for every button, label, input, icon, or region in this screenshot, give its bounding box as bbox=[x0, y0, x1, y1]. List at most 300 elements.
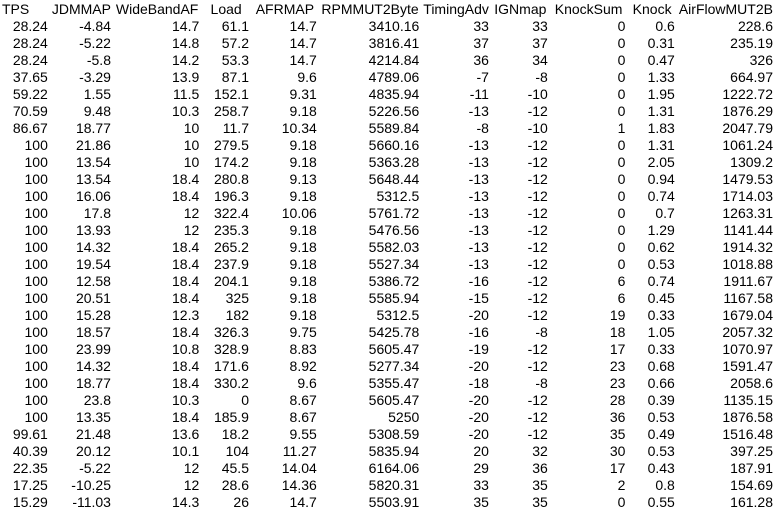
cell-load: 182 bbox=[225, 307, 249, 323]
column-header-widebandaf: WideBandAF bbox=[115, 1, 199, 17]
cell-jdmmap: -3.29 bbox=[79, 69, 111, 85]
cell-ignmap: 34 bbox=[532, 52, 548, 68]
cell-rpmmut2byte: 5226.56 bbox=[368, 103, 420, 119]
cell-afrmap: 9.18 bbox=[289, 256, 317, 272]
cell-timingadv: 20 bbox=[473, 443, 489, 459]
cell-timingadv: -20 bbox=[468, 409, 489, 425]
table-row bbox=[0, 324, 777, 341]
cell-airflowmut2b: 397.25 bbox=[730, 443, 773, 459]
cell-afrmap: 14.7 bbox=[289, 494, 317, 510]
table-row bbox=[0, 307, 777, 324]
cell-widebandaf: 14.7 bbox=[172, 18, 200, 34]
cell-load: 152.1 bbox=[213, 86, 249, 102]
cell-ignmap: -12 bbox=[527, 171, 548, 187]
table-row bbox=[0, 52, 777, 69]
cell-load: 204.1 bbox=[213, 273, 249, 289]
cell-tps: 100 bbox=[24, 188, 48, 204]
cell-rpmmut2byte: 5363.28 bbox=[368, 154, 420, 170]
cell-timingadv: -13 bbox=[468, 103, 489, 119]
column-header-tps: TPS bbox=[2, 1, 30, 17]
table-row bbox=[0, 477, 777, 494]
table-row bbox=[0, 375, 777, 392]
cell-knock: 0.33 bbox=[647, 307, 675, 323]
datalog-view bbox=[0, 1, 777, 511]
cell-ignmap: -12 bbox=[527, 273, 548, 289]
cell-timingadv: 36 bbox=[473, 52, 489, 68]
cell-jdmmap: -5.22 bbox=[79, 460, 111, 476]
cell-afrmap: 9.55 bbox=[289, 426, 317, 442]
cell-airflowmut2b: 1309.2 bbox=[730, 154, 773, 170]
cell-jdmmap: 21.86 bbox=[75, 137, 111, 153]
cell-jdmmap: 18.77 bbox=[75, 375, 111, 391]
cell-ignmap: -12 bbox=[527, 426, 548, 442]
cell-rpmmut2byte: 3410.16 bbox=[368, 18, 420, 34]
cell-tps: 15.29 bbox=[12, 494, 48, 510]
cell-knocksum: 0 bbox=[617, 18, 626, 34]
cell-widebandaf: 13.9 bbox=[172, 69, 200, 85]
cell-rpmmut2byte: 4214.84 bbox=[368, 52, 420, 68]
cell-afrmap: 9.18 bbox=[289, 154, 317, 170]
cell-rpmmut2byte: 5355.47 bbox=[368, 375, 420, 391]
cell-tps: 100 bbox=[24, 273, 48, 289]
cell-airflowmut2b: 1876.58 bbox=[722, 409, 773, 425]
cell-ignmap: 36 bbox=[532, 460, 548, 476]
cell-ignmap: -12 bbox=[527, 358, 548, 374]
table-row bbox=[0, 35, 777, 52]
cell-jdmmap: 12.58 bbox=[75, 273, 111, 289]
cell-afrmap: 10.34 bbox=[281, 120, 317, 136]
cell-timingadv: -18 bbox=[468, 375, 489, 391]
cell-knocksum: 0 bbox=[617, 154, 626, 170]
cell-afrmap: 8.67 bbox=[289, 392, 317, 408]
cell-afrmap: 9.18 bbox=[289, 137, 317, 153]
cell-afrmap: 9.18 bbox=[289, 103, 317, 119]
cell-load: 330.2 bbox=[213, 375, 249, 391]
cell-timingadv: -13 bbox=[468, 205, 489, 221]
cell-load: 61.1 bbox=[221, 18, 249, 34]
cell-airflowmut2b: 2047.79 bbox=[722, 120, 773, 136]
cell-load: 171.6 bbox=[213, 358, 249, 374]
cell-afrmap: 9.18 bbox=[289, 307, 317, 323]
cell-knocksum: 0 bbox=[617, 188, 626, 204]
cell-knock: 0.8 bbox=[655, 477, 675, 493]
cell-afrmap: 10.06 bbox=[281, 205, 317, 221]
cell-widebandaf: 12 bbox=[183, 222, 200, 238]
cell-ignmap: -8 bbox=[535, 375, 548, 391]
table-row bbox=[0, 69, 777, 86]
table-row bbox=[0, 426, 777, 443]
cell-tps: 28.24 bbox=[12, 35, 48, 51]
cell-jdmmap: 23.8 bbox=[83, 392, 111, 408]
cell-widebandaf: 18.4 bbox=[172, 188, 200, 204]
cell-load: 328.9 bbox=[213, 341, 249, 357]
cell-load: 258.7 bbox=[213, 103, 249, 119]
column-header-knock: Knock bbox=[632, 1, 672, 17]
cell-tps: 100 bbox=[24, 137, 48, 153]
cell-rpmmut2byte: 6164.06 bbox=[368, 460, 420, 476]
cell-widebandaf: 18.4 bbox=[172, 358, 200, 374]
cell-widebandaf: 11.5 bbox=[173, 86, 200, 102]
table-row bbox=[0, 256, 777, 273]
cell-afrmap: 14.7 bbox=[289, 35, 317, 51]
cell-widebandaf: 12 bbox=[183, 205, 200, 221]
cell-timingadv: 33 bbox=[473, 18, 489, 34]
cell-rpmmut2byte: 5503.91 bbox=[368, 494, 420, 510]
cell-knocksum: 0 bbox=[617, 69, 626, 85]
cell-jdmmap: 14.32 bbox=[75, 239, 111, 255]
cell-afrmap: 8.67 bbox=[289, 409, 317, 425]
cell-tps: 100 bbox=[24, 375, 48, 391]
cell-knock: 0.66 bbox=[647, 375, 675, 391]
cell-timingadv: -13 bbox=[468, 137, 489, 153]
cell-tps: 70.59 bbox=[12, 103, 48, 119]
cell-afrmap: 9.31 bbox=[289, 86, 317, 102]
table-row bbox=[0, 205, 777, 222]
cell-knocksum: 0 bbox=[617, 494, 626, 510]
cell-knocksum: 2 bbox=[617, 477, 626, 493]
table-row bbox=[0, 120, 777, 137]
cell-knock: 0.74 bbox=[647, 188, 675, 204]
cell-tps: 22.35 bbox=[12, 460, 48, 476]
cell-airflowmut2b: 2057.32 bbox=[722, 324, 773, 340]
cell-knocksum: 0 bbox=[617, 137, 626, 153]
cell-jdmmap: -10.25 bbox=[71, 477, 111, 493]
cell-tps: 100 bbox=[24, 256, 48, 272]
cell-timingadv: -13 bbox=[468, 188, 489, 204]
cell-jdmmap: 1.55 bbox=[83, 86, 111, 102]
cell-jdmmap: 13.54 bbox=[75, 154, 111, 170]
cell-knocksum: 6 bbox=[617, 273, 626, 289]
cell-widebandaf: 14.8 bbox=[172, 35, 200, 51]
cell-rpmmut2byte: 5277.34 bbox=[368, 358, 420, 374]
cell-ignmap: 32 bbox=[532, 443, 548, 459]
cell-knock: 0.47 bbox=[647, 52, 675, 68]
cell-ignmap: 33 bbox=[532, 18, 548, 34]
cell-load: 235.3 bbox=[213, 222, 249, 238]
cell-tps: 17.25 bbox=[12, 477, 48, 493]
cell-rpmmut2byte: 5527.34 bbox=[368, 256, 420, 272]
cell-jdmmap: 17.8 bbox=[83, 205, 111, 221]
cell-knock: 1.29 bbox=[647, 222, 675, 238]
cell-tps: 100 bbox=[24, 324, 48, 340]
cell-timingadv: -7 bbox=[476, 69, 489, 85]
cell-afrmap: 8.83 bbox=[289, 341, 317, 357]
cell-knock: 0.53 bbox=[647, 256, 675, 272]
cell-ignmap: -10 bbox=[527, 120, 548, 136]
cell-jdmmap: 21.48 bbox=[75, 426, 111, 442]
cell-load: 11.7 bbox=[222, 120, 249, 136]
cell-afrmap: 9.18 bbox=[289, 222, 317, 238]
cell-widebandaf: 10.3 bbox=[172, 392, 200, 408]
table-row bbox=[0, 137, 777, 154]
cell-rpmmut2byte: 5312.5 bbox=[376, 307, 420, 323]
cell-ignmap: -12 bbox=[527, 239, 548, 255]
cell-airflowmut2b: 235.19 bbox=[730, 35, 773, 51]
cell-rpmmut2byte: 5585.94 bbox=[368, 290, 420, 306]
cell-knocksum: 23 bbox=[609, 375, 626, 391]
cell-airflowmut2b: 326 bbox=[749, 52, 773, 68]
cell-knock: 0.43 bbox=[647, 460, 675, 476]
cell-knock: 0.6 bbox=[655, 18, 675, 34]
cell-tps: 100 bbox=[24, 409, 48, 425]
cell-tps: 100 bbox=[24, 341, 48, 357]
cell-jdmmap: -4.84 bbox=[79, 18, 111, 34]
cell-knocksum: 0 bbox=[617, 171, 626, 187]
cell-ignmap: -8 bbox=[535, 324, 548, 340]
cell-ignmap: -12 bbox=[527, 392, 548, 408]
cell-knock: 1.83 bbox=[647, 120, 675, 136]
cell-widebandaf: 10 bbox=[183, 154, 200, 170]
cell-timingadv: -20 bbox=[468, 358, 489, 374]
cell-afrmap: 9.6 bbox=[297, 375, 317, 391]
cell-load: 87.1 bbox=[221, 69, 249, 85]
table-row bbox=[0, 154, 777, 171]
cell-knocksum: 0 bbox=[617, 222, 626, 238]
cell-ignmap: -12 bbox=[527, 154, 548, 170]
cell-widebandaf: 12 bbox=[183, 477, 200, 493]
cell-load: 53.3 bbox=[221, 52, 249, 68]
table-row bbox=[0, 18, 777, 35]
cell-airflowmut2b: 228.6 bbox=[737, 18, 773, 34]
cell-rpmmut2byte: 5312.5 bbox=[376, 188, 420, 204]
cell-jdmmap: 14.32 bbox=[75, 358, 111, 374]
cell-airflowmut2b: 1263.31 bbox=[722, 205, 773, 221]
cell-rpmmut2byte: 5648.44 bbox=[368, 171, 420, 187]
cell-airflowmut2b: 2058.6 bbox=[730, 375, 773, 391]
cell-knock: 0.53 bbox=[647, 409, 675, 425]
cell-timingadv: -20 bbox=[468, 392, 489, 408]
cell-tps: 100 bbox=[24, 205, 48, 221]
cell-ignmap: -12 bbox=[527, 341, 548, 357]
cell-timingadv: -13 bbox=[468, 222, 489, 238]
cell-knock: 1.33 bbox=[647, 69, 675, 85]
cell-afrmap: 9.13 bbox=[289, 171, 317, 187]
column-header-jdmmap: JDMMAP bbox=[51, 1, 111, 17]
cell-widebandaf: 10.1 bbox=[172, 443, 200, 459]
cell-knocksum: 0 bbox=[617, 86, 626, 102]
cell-afrmap: 9.18 bbox=[289, 239, 317, 255]
cell-ignmap: 37 bbox=[532, 35, 548, 51]
cell-jdmmap: -5.8 bbox=[86, 52, 111, 68]
datalog-table bbox=[0, 1, 777, 511]
cell-load: 185.9 bbox=[213, 409, 249, 425]
cell-load: 28.6 bbox=[221, 477, 249, 493]
cell-knock: 0.68 bbox=[647, 358, 675, 374]
cell-knock: 0.39 bbox=[647, 392, 675, 408]
cell-widebandaf: 14.2 bbox=[172, 52, 200, 68]
cell-knock: 0.33 bbox=[647, 341, 675, 357]
cell-afrmap: 14.7 bbox=[289, 18, 317, 34]
cell-knocksum: 17 bbox=[609, 460, 626, 476]
cell-knocksum: 0 bbox=[617, 103, 626, 119]
cell-timingadv: -20 bbox=[468, 307, 489, 323]
cell-widebandaf: 14.3 bbox=[172, 494, 200, 510]
cell-knock: 0.94 bbox=[647, 171, 675, 187]
cell-timingadv: 35 bbox=[473, 494, 489, 510]
cell-timingadv: 33 bbox=[473, 477, 489, 493]
cell-rpmmut2byte: 5582.03 bbox=[368, 239, 420, 255]
cell-afrmap: 14.7 bbox=[289, 52, 317, 68]
cell-knocksum: 0 bbox=[617, 239, 626, 255]
cell-rpmmut2byte: 5761.72 bbox=[368, 205, 420, 221]
cell-rpmmut2byte: 5820.31 bbox=[368, 477, 420, 493]
cell-ignmap: -12 bbox=[527, 137, 548, 153]
cell-rpmmut2byte: 5589.84 bbox=[368, 120, 420, 136]
cell-knock: 1.05 bbox=[647, 324, 675, 340]
cell-knocksum: 0 bbox=[617, 256, 626, 272]
cell-knock: 0.49 bbox=[647, 426, 675, 442]
cell-knock: 0.31 bbox=[647, 35, 675, 51]
table-row bbox=[0, 188, 777, 205]
cell-jdmmap: 16.06 bbox=[75, 188, 111, 204]
cell-tps: 28.24 bbox=[12, 52, 48, 68]
cell-ignmap: -12 bbox=[527, 256, 548, 272]
cell-ignmap: -8 bbox=[535, 69, 548, 85]
cell-rpmmut2byte: 5386.72 bbox=[368, 273, 420, 289]
cell-knocksum: 30 bbox=[609, 443, 626, 459]
cell-knock: 2.05 bbox=[647, 154, 675, 170]
cell-ignmap: -12 bbox=[527, 222, 548, 238]
column-header-rpmmut2byte: RPMMUT2Byte bbox=[321, 1, 419, 17]
cell-timingadv: -11 bbox=[469, 86, 489, 102]
cell-airflowmut2b: 1516.48 bbox=[722, 426, 773, 442]
table-row bbox=[0, 239, 777, 256]
cell-widebandaf: 10.3 bbox=[172, 103, 200, 119]
cell-knocksum: 17 bbox=[609, 341, 626, 357]
cell-afrmap: 8.92 bbox=[289, 358, 317, 374]
cell-knock: 1.31 bbox=[647, 137, 675, 153]
cell-rpmmut2byte: 5476.56 bbox=[368, 222, 420, 238]
cell-knock: 1.31 bbox=[647, 103, 675, 119]
cell-ignmap: -12 bbox=[527, 290, 548, 306]
column-header-load: Load bbox=[210, 1, 242, 17]
cell-ignmap: 35 bbox=[532, 494, 548, 510]
cell-airflowmut2b: 1167.58 bbox=[723, 290, 773, 306]
cell-load: 26 bbox=[233, 494, 249, 510]
cell-knock: 0.55 bbox=[647, 494, 675, 510]
cell-widebandaf: 12 bbox=[183, 460, 200, 476]
cell-timingadv: -19 bbox=[468, 341, 489, 357]
cell-knocksum: 1 bbox=[617, 120, 626, 136]
cell-tps: 100 bbox=[24, 307, 48, 323]
cell-load: 196.3 bbox=[213, 188, 249, 204]
cell-rpmmut2byte: 5835.94 bbox=[368, 443, 420, 459]
cell-knocksum: 0 bbox=[617, 52, 626, 68]
cell-knock: 1.95 bbox=[647, 86, 675, 102]
cell-airflowmut2b: 1876.29 bbox=[722, 103, 773, 119]
cell-rpmmut2byte: 5308.59 bbox=[368, 426, 420, 442]
cell-widebandaf: 10 bbox=[183, 137, 200, 153]
cell-load: 280.8 bbox=[213, 171, 249, 187]
cell-widebandaf: 18.4 bbox=[172, 290, 200, 306]
cell-tps: 100 bbox=[24, 222, 48, 238]
cell-knocksum: 36 bbox=[609, 409, 626, 425]
cell-ignmap: -12 bbox=[527, 307, 548, 323]
cell-airflowmut2b: 161.28 bbox=[730, 494, 773, 510]
cell-load: 104 bbox=[225, 443, 249, 459]
cell-jdmmap: 13.54 bbox=[75, 171, 111, 187]
cell-jdmmap: 13.93 bbox=[75, 222, 111, 238]
cell-jdmmap: -11.03 bbox=[72, 494, 111, 510]
table-row bbox=[0, 273, 777, 290]
cell-tps: 100 bbox=[24, 290, 48, 306]
cell-airflowmut2b: 1914.32 bbox=[722, 239, 773, 255]
cell-rpmmut2byte: 5605.47 bbox=[368, 341, 420, 357]
cell-jdmmap: 15.28 bbox=[75, 307, 111, 323]
cell-tps: 100 bbox=[24, 154, 48, 170]
cell-afrmap: 9.18 bbox=[289, 273, 317, 289]
cell-load: 237.9 bbox=[213, 256, 249, 272]
cell-load: 0 bbox=[241, 392, 249, 408]
cell-load: 326.3 bbox=[213, 324, 249, 340]
table-row bbox=[0, 460, 777, 477]
cell-afrmap: 14.04 bbox=[281, 460, 317, 476]
cell-airflowmut2b: 664.97 bbox=[730, 69, 773, 85]
cell-tps: 100 bbox=[24, 239, 48, 255]
cell-airflowmut2b: 187.91 bbox=[730, 460, 773, 476]
cell-widebandaf: 18.4 bbox=[172, 324, 200, 340]
cell-widebandaf: 18.4 bbox=[172, 256, 200, 272]
cell-tps: 99.61 bbox=[12, 426, 48, 442]
cell-airflowmut2b: 1070.97 bbox=[722, 341, 773, 357]
cell-tps: 40.39 bbox=[12, 443, 48, 459]
cell-airflowmut2b: 1141.44 bbox=[723, 222, 773, 238]
cell-timingadv: -13 bbox=[468, 171, 489, 187]
cell-afrmap: 11.27 bbox=[282, 443, 317, 459]
cell-rpmmut2byte: 3816.41 bbox=[368, 35, 420, 51]
cell-airflowmut2b: 1591.47 bbox=[722, 358, 773, 374]
cell-knocksum: 0 bbox=[617, 205, 626, 221]
cell-knock: 0.53 bbox=[647, 443, 675, 459]
cell-widebandaf: 13.6 bbox=[172, 426, 200, 442]
column-header-knocksum: KnockSum bbox=[554, 1, 623, 17]
table-row bbox=[0, 103, 777, 120]
cell-tps: 28.24 bbox=[12, 18, 48, 34]
cell-ignmap: -12 bbox=[527, 188, 548, 204]
table-row bbox=[0, 409, 777, 426]
cell-jdmmap: 19.54 bbox=[75, 256, 111, 272]
cell-jdmmap: 23.99 bbox=[75, 341, 111, 357]
cell-tps: 86.67 bbox=[12, 120, 48, 136]
cell-jdmmap: -5.22 bbox=[79, 35, 111, 51]
table-row bbox=[0, 222, 777, 239]
cell-timingadv: -13 bbox=[468, 154, 489, 170]
cell-jdmmap: 18.57 bbox=[75, 324, 111, 340]
cell-knocksum: 28 bbox=[609, 392, 626, 408]
cell-afrmap: 9.18 bbox=[289, 290, 317, 306]
header-row bbox=[0, 1, 777, 18]
cell-timingadv: -16 bbox=[468, 273, 489, 289]
cell-knocksum: 0 bbox=[617, 35, 626, 51]
cell-rpmmut2byte: 5425.78 bbox=[368, 324, 420, 340]
cell-airflowmut2b: 1479.53 bbox=[722, 171, 773, 187]
table-row bbox=[0, 392, 777, 409]
cell-ignmap: 35 bbox=[532, 477, 548, 493]
column-header-afrmap: AFRMAP bbox=[255, 1, 315, 17]
table-row bbox=[0, 358, 777, 375]
cell-tps: 100 bbox=[24, 171, 48, 187]
cell-ignmap: -10 bbox=[527, 86, 548, 102]
cell-ignmap: -12 bbox=[527, 409, 548, 425]
cell-airflowmut2b: 1714.03 bbox=[722, 188, 773, 204]
cell-airflowmut2b: 154.69 bbox=[730, 477, 773, 493]
cell-timingadv: 37 bbox=[473, 35, 489, 51]
cell-ignmap: -12 bbox=[527, 103, 548, 119]
cell-rpmmut2byte: 5250 bbox=[388, 409, 420, 425]
cell-load: 18.2 bbox=[221, 426, 249, 442]
cell-airflowmut2b: 1911.67 bbox=[723, 273, 773, 289]
cell-afrmap: 9.75 bbox=[289, 324, 317, 340]
